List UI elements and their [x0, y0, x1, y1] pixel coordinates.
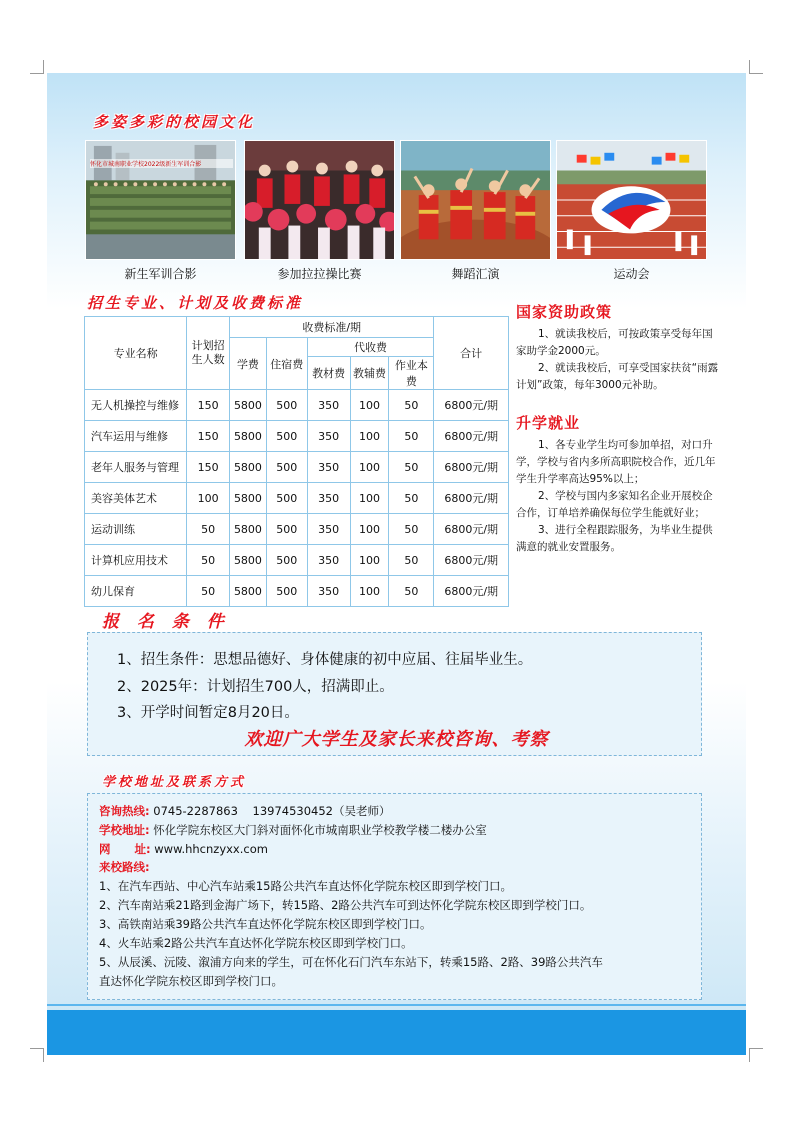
- cell-plan: 150: [187, 421, 230, 452]
- cell-plan: 50: [187, 545, 230, 576]
- employment-item: 3、进行全程跟踪服务，为毕业生提供满意的就业安置服务。: [516, 524, 713, 553]
- hotline-value: 0745-2287863 13974530452（吴老师）: [153, 804, 391, 818]
- caption-dance-show: 舞蹈汇演: [451, 267, 500, 281]
- cell-major: 汽车运用与维修: [85, 421, 187, 452]
- crop-mark-bottom-left: [30, 1048, 44, 1062]
- photo-military-training: [85, 140, 236, 260]
- hotline-label: 咨询热线:: [99, 804, 150, 818]
- employment-item: 1、各专业学生均可参加单招，对口升学，学校与省内多所高职院校合作，近几年学生升学率高达95%以上；: [516, 439, 716, 485]
- route-item: 4、火车站乘2路公共汽车直达怀化学院东校区即到学校门口。: [99, 936, 413, 950]
- cell-supplementary: 100: [350, 421, 389, 452]
- address-value: 怀化学院东校区大门斜对面怀化市城南职业学校教学楼二楼办公室: [153, 823, 487, 837]
- cell-tuition: 5800: [230, 421, 267, 452]
- cell-total: 6800元/期: [434, 483, 509, 514]
- enroll-section-title: 招生专业、计划及收费标准: [87, 294, 304, 312]
- cell-workbook: 50: [389, 514, 434, 545]
- cell-tuition: 5800: [230, 514, 267, 545]
- cell-major: 运动训练: [85, 514, 187, 545]
- crop-mark-top-left: [30, 60, 44, 74]
- route-label: 来校路线:: [99, 860, 150, 874]
- header-plan: 计划招生人数: [187, 317, 230, 390]
- cell-dorm: 500: [266, 421, 307, 452]
- cell-dorm: 500: [266, 452, 307, 483]
- crop-mark-bottom-right: [749, 1048, 763, 1062]
- header-fee-group: 收费标准/期: [230, 317, 434, 338]
- cell-plan: 100: [187, 483, 230, 514]
- cell-supplementary: 100: [350, 483, 389, 514]
- table-row: [85, 483, 509, 514]
- brochure-page: [47, 73, 746, 1055]
- cell-textbook: 350: [307, 390, 350, 421]
- cell-textbook: 350: [307, 483, 350, 514]
- cell-textbook: 350: [307, 545, 350, 576]
- cell-supplementary: 100: [350, 452, 389, 483]
- cell-major: 无人机操控与维修: [85, 390, 187, 421]
- caption-military-training: 新生军训合影: [124, 267, 197, 281]
- cell-textbook: 350: [307, 514, 350, 545]
- cell-major: 计算机应用技术: [85, 545, 187, 576]
- route-item: 直达怀化学院东校区即到学校门口。: [99, 974, 283, 988]
- cell-major: 老年人服务与管理: [85, 452, 187, 483]
- condition-item: 1、招生条件：思想品德好、身体健康的初中应届、往届毕业生。: [117, 652, 533, 668]
- contact-address: [99, 822, 487, 838]
- table-row: [85, 576, 509, 607]
- cell-total: 6800元/期: [434, 545, 509, 576]
- photo-cheerleading: [244, 140, 395, 260]
- cell-plan: 150: [187, 452, 230, 483]
- contact-hotline: [99, 803, 391, 819]
- cell-dorm: 500: [266, 514, 307, 545]
- footer-rule: [47, 1004, 746, 1006]
- cell-total: 6800元/期: [434, 421, 509, 452]
- policy-item: 1、就读我校后，可按政策享受每年国家助学金2000元。: [516, 328, 713, 357]
- route-item: 5、从辰溪、沅陵、溆浦方向来的学生，可在怀化石门汽车东站下，转乘15路、2路、39路公共汽车: [99, 955, 603, 969]
- cell-textbook: 350: [307, 421, 350, 452]
- cell-major: 幼儿保育: [85, 576, 187, 607]
- cell-workbook: 50: [389, 421, 434, 452]
- cell-workbook: 50: [389, 390, 434, 421]
- header-tuition: 学费: [230, 338, 267, 390]
- employment-title: 升学就业: [516, 414, 581, 432]
- header-dorm: 住宿费: [266, 338, 307, 390]
- route-item: 3、高铁南站乘39路公共汽车直达怀化学院东校区即到学校门口。: [99, 917, 432, 931]
- cell-tuition: 5800: [230, 545, 267, 576]
- header-collect-group: 代收费: [307, 338, 434, 357]
- right-column: [516, 301, 721, 556]
- cell-supplementary: 100: [350, 576, 389, 607]
- address-label: 学校地址:: [99, 823, 150, 837]
- caption-sports-meet: 运动会: [613, 267, 650, 281]
- cell-tuition: 5800: [230, 452, 267, 483]
- table-row: [85, 514, 509, 545]
- table-row: [85, 545, 509, 576]
- cell-plan: 50: [187, 576, 230, 607]
- header-textbook: 教材费: [307, 357, 350, 390]
- cell-workbook: 50: [389, 483, 434, 514]
- photo-sports-meet: [556, 140, 707, 260]
- crop-mark-top-right: [749, 60, 763, 74]
- cell-plan: 150: [187, 390, 230, 421]
- photo-dance-show: [400, 140, 551, 260]
- cell-dorm: 500: [266, 576, 307, 607]
- caption-cheerleading: 参加拉拉操比赛: [277, 267, 362, 281]
- cell-supplementary: 100: [350, 514, 389, 545]
- conditions-section-title: 报 名 条 件: [102, 612, 230, 632]
- cell-dorm: 500: [266, 390, 307, 421]
- policy-item: 2、就读我校后，可享受国家扶贫“雨露计划”政策，每年3000元补助。: [516, 362, 719, 391]
- web-label: 网 址:: [99, 842, 151, 856]
- cell-total: 6800元/期: [434, 452, 509, 483]
- cell-dorm: 500: [266, 545, 307, 576]
- cell-supplementary: 100: [350, 390, 389, 421]
- condition-item: 2、2025年：计划招生700人，招满即止。: [117, 679, 394, 695]
- cell-total: 6800元/期: [434, 576, 509, 607]
- cell-textbook: 350: [307, 452, 350, 483]
- cell-textbook: 350: [307, 576, 350, 607]
- cell-total: 6800元/期: [434, 514, 509, 545]
- cell-total: 6800元/期: [434, 390, 509, 421]
- footer-band: [47, 1012, 746, 1055]
- cell-tuition: 5800: [230, 483, 267, 514]
- policy-title: 国家资助政策: [516, 303, 613, 321]
- culture-section-title: 多姿多彩的校园文化: [93, 113, 256, 131]
- cell-supplementary: 100: [350, 545, 389, 576]
- welcome-slogan: 欢迎广大学生及家长来校咨询、考察: [244, 729, 549, 750]
- condition-item: 3、开学时间暂定8月20日。: [117, 705, 299, 721]
- cell-tuition: 5800: [230, 390, 267, 421]
- route-item: 2、汽车南站乘21路到金海广场下，转15路、2路公共汽车可到达怀化学院东校区即到学校门口。: [99, 898, 592, 912]
- table-row: [85, 452, 509, 483]
- contact-route-label: [99, 859, 150, 875]
- contact-section-title: 学校地址及联系方式: [102, 775, 247, 790]
- header-major: 专业名称: [85, 317, 187, 390]
- cell-dorm: 500: [266, 483, 307, 514]
- header-workbook: 作业本费: [389, 357, 434, 390]
- web-link[interactable]: www.hhcnzyxx.com: [154, 842, 268, 856]
- header-total: 合计: [434, 317, 509, 390]
- table-row: [85, 421, 509, 452]
- route-item: 1、在汽车西站、中心汽车站乘15路公共汽车直达怀化学院东校区即到学校门口。: [99, 879, 512, 893]
- fee-table-body: [85, 390, 509, 607]
- cell-plan: 50: [187, 514, 230, 545]
- cell-tuition: 5800: [230, 576, 267, 607]
- table-row: [85, 390, 509, 421]
- cell-workbook: 50: [389, 576, 434, 607]
- cell-major: 美容美体艺术: [85, 483, 187, 514]
- contact-website: [99, 841, 268, 857]
- fee-table: [84, 316, 509, 607]
- cell-workbook: 50: [389, 545, 434, 576]
- employment-item: 2、学校与国内多家知名企业开展校企合作，订单培养确保每位学生能就好业；: [516, 490, 713, 519]
- header-supplementary: 教辅费: [350, 357, 389, 390]
- photo-banner-text: 怀化市城南职业学校2022级新生军训合影: [90, 159, 233, 168]
- cell-workbook: 50: [389, 452, 434, 483]
